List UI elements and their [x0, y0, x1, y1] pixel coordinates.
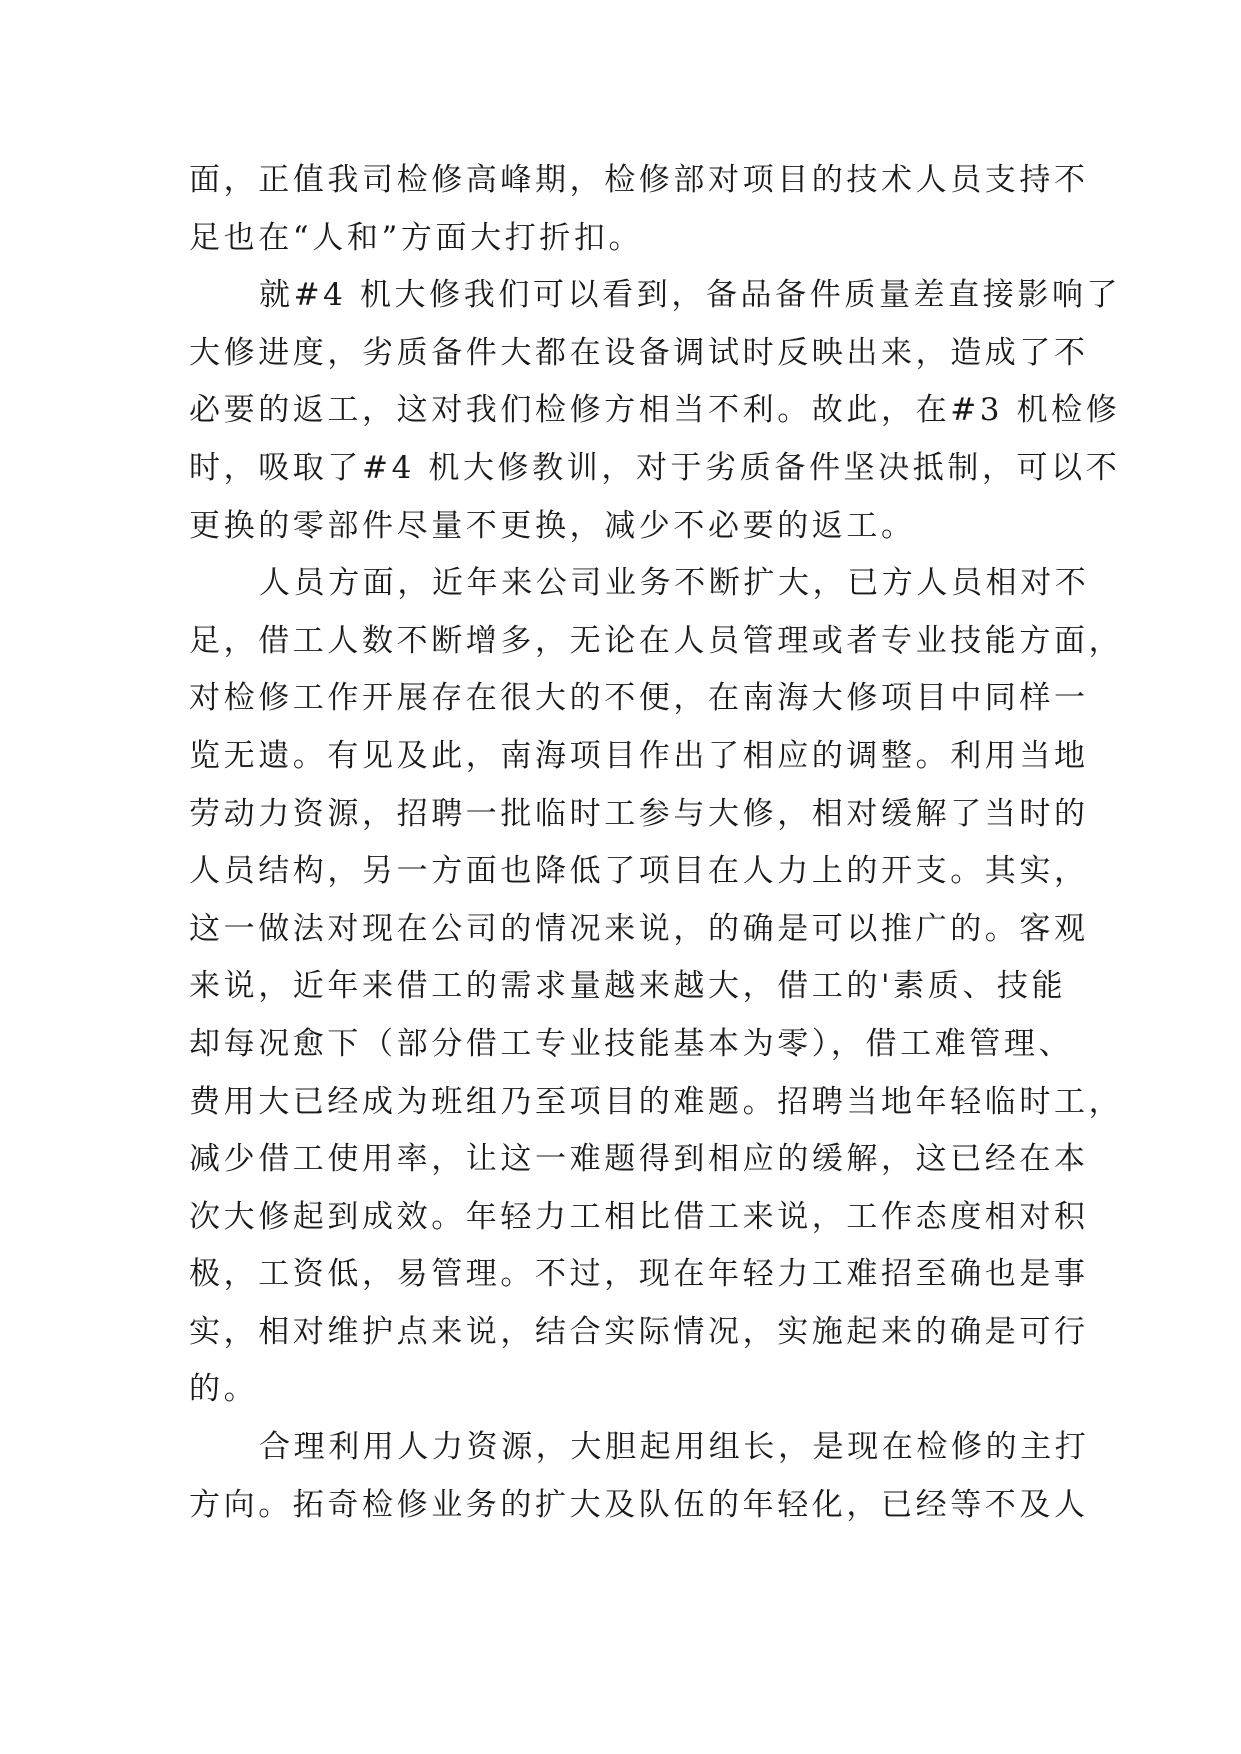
- text-line: 必要的返工，这对我们检修方相当不利。故此，在#3 机检修: [189, 392, 1121, 429]
- text-line: 时，吸取了#4 机大修教训，对于劣质备件坚决抵制，可以不: [189, 449, 1121, 486]
- text-line: 的。: [189, 1371, 259, 1408]
- text-line: 这一做法对现在公司的情况来说，的确是可以推广的。客观: [189, 910, 1089, 947]
- body-text: [189, 152, 1124, 1534]
- text-line: 实，相对维护点来说，结合实际情况，实施起来的确是可行: [189, 1313, 1089, 1350]
- text-line: 来说，近年来借工的需求量越来越大，借工的'素质、技能: [189, 968, 1067, 1005]
- text-line: 览无遗。有见及此，南海项目作出了相应的调整。利用当地: [189, 737, 1089, 774]
- text-line: 更换的零部件尽量不更换，减少不必要的返工。: [189, 507, 916, 544]
- text-line: 费用大已经成为班组乃至项目的难题。招聘当地年轻临时工，: [189, 1083, 1124, 1120]
- text-line: 却每况愈下（部分借工专业技能基本为零），借工难管理、: [189, 1025, 1074, 1062]
- text-line: 足，借工人数不断增多，无论在人员管理或者专业技能方面，: [189, 622, 1124, 659]
- text-line: 足也在“人和”方面大打折扣。: [189, 219, 644, 256]
- text-line: 劳动力资源，招聘一批临时工参与大修，相对缓解了当时的: [189, 795, 1089, 832]
- text-line: 减少借工使用率，让这一难题得到相应的缓解，这已经在本: [189, 1141, 1089, 1178]
- text-line: 次大修起到成效。年轻力工相比借工来说，工作态度相对积: [189, 1198, 1089, 1235]
- text-line: 人员结构，另一方面也降低了项目在人力上的开支。其实，: [189, 853, 1089, 890]
- text-line: 大修进度，劣质备件大都在设备调试时反映出来，造成了不: [189, 334, 1089, 371]
- text-line: 方向。拓奇检修业务的扩大及队伍的年轻化，已经等不及人: [189, 1486, 1089, 1523]
- text-line: 对检修工作开展存在很大的不便，在南海大修项目中同样一: [189, 680, 1089, 717]
- paragraph-first-line: 人员方面，近年来公司业务不断扩大，已方人员相对不: [259, 565, 1090, 602]
- text-line: 面，正值我司检修高峰期，检修部对项目的技术人员支持不: [189, 162, 1089, 198]
- paragraph-first-line: 就#4 机大修我们可以看到，备品备件质量差直接影响了: [259, 277, 1122, 314]
- paragraph-first-line: 合理利用人力资源，大胆起用组长，是现在检修的主打: [259, 1429, 1090, 1466]
- text-line: 极，工资低，易管理。不过，现在年轻力工难招至确也是事: [189, 1256, 1089, 1293]
